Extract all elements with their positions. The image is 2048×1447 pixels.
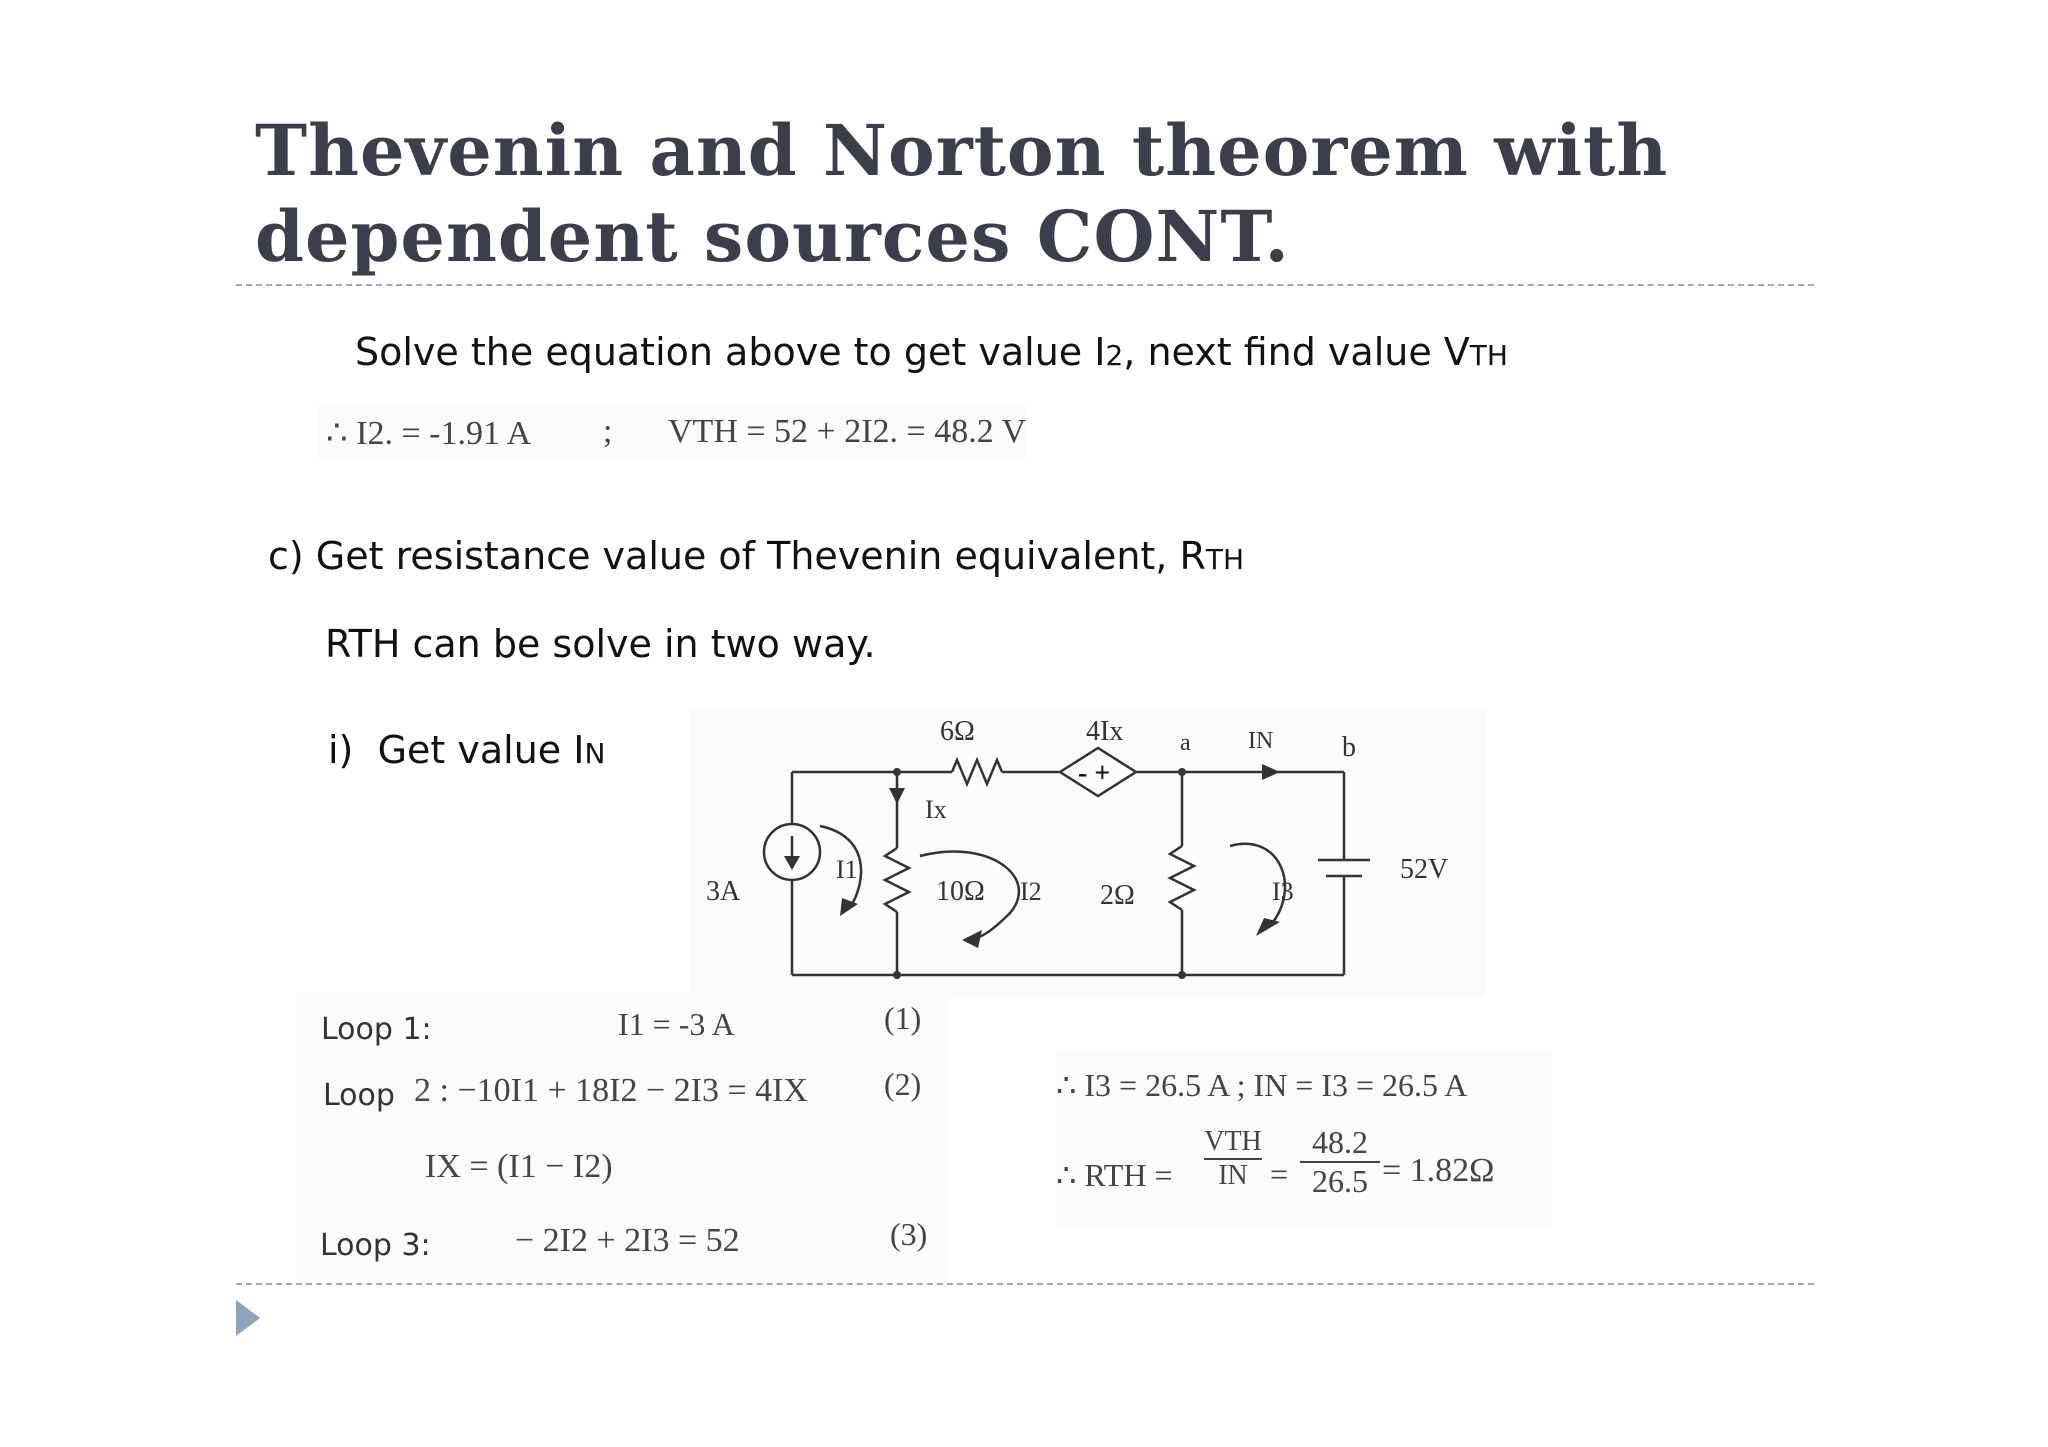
node-b-label: b: [1342, 732, 1356, 763]
instruction-sub-2: 2: [1105, 339, 1124, 372]
result-i2: ∴ I2. = -1.91 A: [326, 415, 532, 452]
loop1-label: Loop 1:: [321, 1012, 432, 1047]
dep-polarity: - +: [1078, 758, 1111, 789]
ix-label: Ix: [925, 795, 947, 824]
circuit-diagram: [690, 708, 1486, 998]
loop2-equation: 2 : −10I1 + 18I2 − 2I3 = 4IX: [414, 1072, 808, 1109]
loop1-equation: I1 = -3 A: [618, 1006, 735, 1042]
rth-fraction-1: [1204, 1126, 1262, 1192]
title-line-1: Thevenin and Norton theorem with: [255, 109, 1669, 192]
instruction-sub-th: TH: [1469, 339, 1508, 372]
ix-equation: IX = (I1 − I2): [425, 1148, 613, 1185]
next-slide-icon[interactable]: [236, 1300, 260, 1336]
rth-fraction-2: [1300, 1124, 1380, 1200]
i2-label: I2: [1020, 877, 1042, 906]
result-vth: VTH = 52 + 2I2. = 48.2 V: [668, 413, 1027, 450]
bottom-divider: [236, 1283, 1814, 1285]
loop2-number: (2): [884, 1066, 922, 1102]
src-3a-label: 3A: [706, 876, 741, 907]
result-separator: ;: [603, 413, 613, 450]
rth-prefix: ∴ RTH =: [1056, 1157, 1173, 1193]
rth-denominator-value: 26.5: [1312, 1163, 1368, 1199]
loop1-number: (1): [884, 1000, 922, 1036]
loop3-label: Loop 3:: [320, 1228, 431, 1263]
v52-label: 52V: [1400, 854, 1449, 885]
loop2-label: Loop: [323, 1078, 395, 1113]
i3-label: I3: [1272, 877, 1294, 906]
i1-label: I1: [836, 855, 858, 884]
part-c-heading: [268, 534, 1244, 578]
step-i-text: Get value I: [377, 728, 585, 772]
loop3-equation: − 2I2 + 2I3 = 52: [515, 1222, 740, 1259]
r2-label: 2Ω: [1100, 880, 1135, 911]
r10-label: 10Ω: [936, 876, 985, 907]
rth-numerator: VTH: [1204, 1126, 1262, 1160]
step-i-marker: i): [328, 728, 354, 772]
step-i-line: [328, 728, 605, 772]
rth-denominator: IN: [1218, 1160, 1248, 1191]
dep-source-label: 4Ix: [1086, 716, 1124, 747]
r6-label: 6Ω: [940, 716, 975, 747]
loop3-number: (3): [890, 1216, 928, 1252]
rth-equals: =: [1270, 1156, 1289, 1192]
rth-methods-line: RTH can be solve in two way.: [325, 622, 876, 666]
slide-title: [255, 108, 1668, 280]
step-i-sub: N: [584, 737, 606, 770]
instruction-text-b: , next find value V: [1123, 330, 1470, 374]
top-divider: [236, 284, 1814, 286]
norton-current-result: ∴ I3 = 26.5 A ; IN = I3 = 26.5 A: [1056, 1067, 1468, 1103]
rth-numerator-value: 48.2: [1300, 1124, 1380, 1163]
part-c-text: c) Get resistance value of Thevenin equivalent, R: [268, 534, 1206, 578]
instruction-text-a: Solve the equation above to get value I: [355, 330, 1106, 374]
in-label: IN: [1248, 728, 1274, 754]
rth-result: = 1.82Ω: [1382, 1152, 1495, 1189]
instruction-line: [355, 330, 1508, 374]
title-line-2: dependent sources CONT.: [255, 195, 1290, 278]
part-c-sub: TH: [1205, 543, 1245, 576]
node-a-label: a: [1180, 730, 1191, 756]
